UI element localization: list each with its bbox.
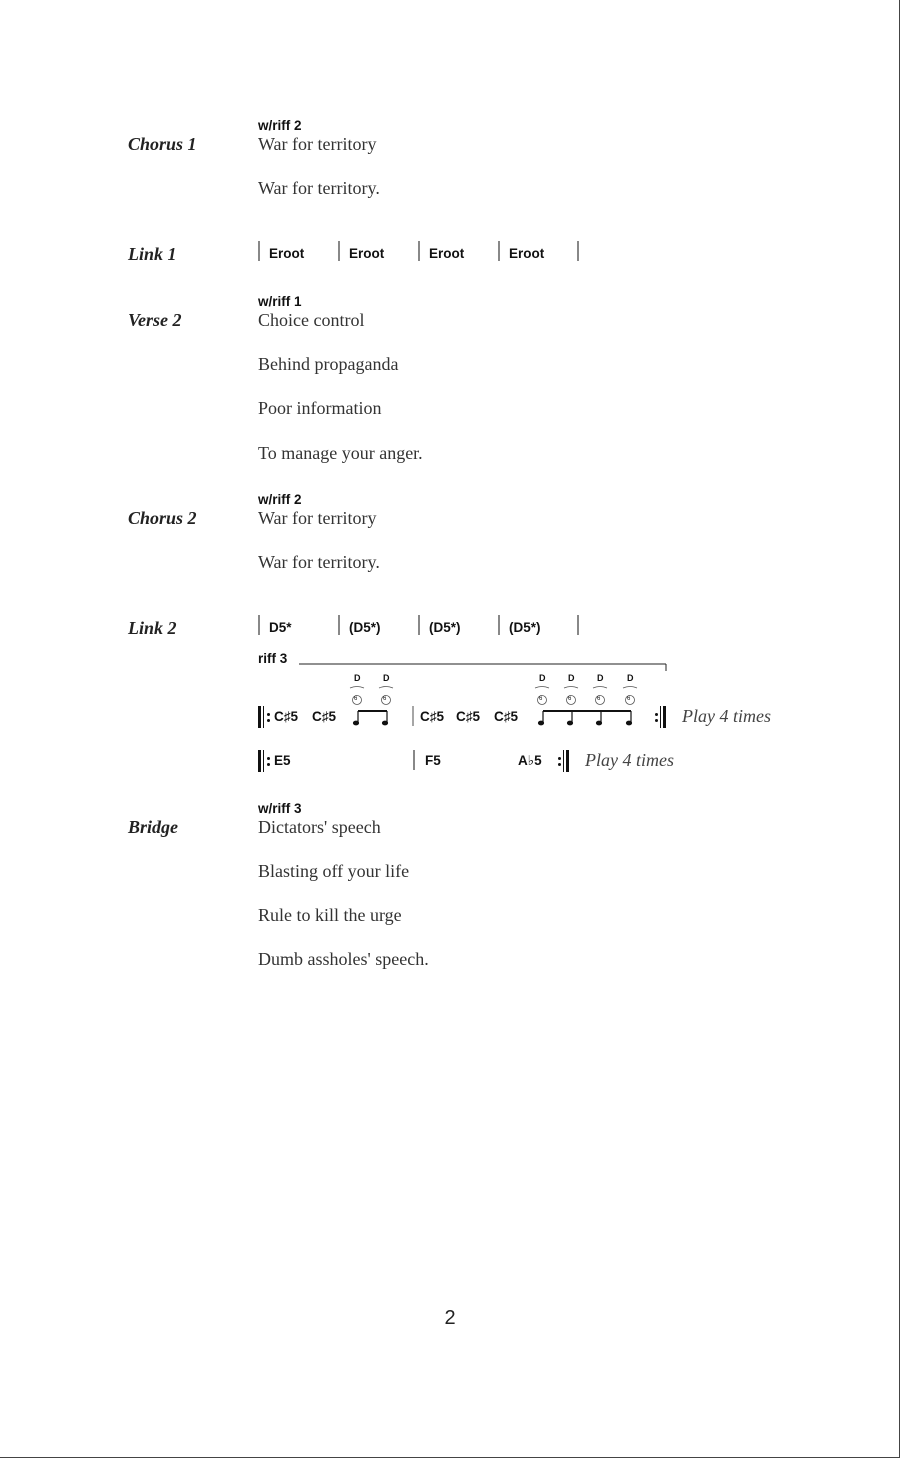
chorus1-lyric-2: War for territory. (258, 178, 380, 198)
bridge-label: Bridge (128, 817, 179, 837)
line2-chord-1: E5 (274, 753, 291, 768)
notehead-1 (354, 721, 359, 725)
string-num-6: 6 (627, 696, 631, 702)
notehead-3 (539, 721, 544, 725)
notehead-2 (383, 721, 388, 725)
chorus1-riff-cue: w/riff 2 (258, 118, 302, 133)
bridge-riff-cue: w/riff 3 (258, 801, 302, 816)
string-num-5: 6 (597, 696, 601, 702)
bridge-lyric-4: Dumb assholes' speech. (258, 949, 429, 969)
riff3-chord-1: C♯5 (274, 709, 299, 724)
string-num-1: 6 (354, 696, 358, 702)
chorus2-label: Chorus 2 (128, 508, 197, 528)
string-num-3: 6 (539, 696, 543, 702)
chorus1-lyric-1: War for territory (258, 134, 377, 154)
page-number: 2 (444, 1307, 456, 1329)
verse2-lyric-2: Behind propaganda (258, 354, 399, 374)
notehead-4 (568, 721, 573, 725)
riff3-chord-2: C♯5 (312, 709, 337, 724)
bridge-lyric-2: Blasting off your life (258, 861, 410, 881)
line2-chord-3: A♭5 (518, 753, 542, 768)
riff3-label: riff 3 (258, 651, 288, 666)
note-d-2: D (383, 673, 390, 683)
link2-label: Link 2 (128, 618, 177, 638)
note-d-3: D (539, 673, 546, 683)
note-d-4: D (568, 673, 575, 683)
riff3-chord-4: C♯5 (456, 709, 481, 724)
bridge-lyric-1: Dictators' speech (258, 817, 381, 837)
link1-chord-1: Eroot (269, 246, 305, 261)
string-num-4: 6 (568, 696, 572, 702)
notehead-5 (597, 721, 602, 725)
notehead-6 (627, 721, 632, 725)
chorus1-label: Chorus 1 (128, 134, 197, 154)
verse2-lyric-4: To manage your anger. (258, 443, 423, 463)
line2-barline-1 (413, 750, 415, 770)
note-d-5: D (597, 673, 604, 683)
link1-chord-4: Eroot (509, 246, 545, 261)
riff3-chord-5: C♯5 (494, 709, 519, 724)
chorus2-riff-cue: w/riff 2 (258, 492, 302, 507)
link1-chord-2: Eroot (349, 246, 385, 261)
bridge-lyric-3: Rule to kill the urge (258, 905, 402, 925)
verse2-lyric-1: Choice control (258, 310, 365, 330)
note-d-6: D (627, 673, 634, 683)
repeat-text-2: Play 4 times (585, 750, 674, 770)
string-num-2: 6 (383, 696, 387, 702)
link2-chord-3: (D5*) (429, 620, 461, 635)
verse2-riff-cue: w/riff 1 (258, 294, 302, 309)
link2-chord-1: D5* (269, 620, 292, 635)
verse2-label: Verse 2 (128, 310, 182, 330)
verse2-lyric-3: Poor information (258, 398, 382, 418)
chorus2-lyric-2: War for territory. (258, 552, 380, 572)
line2-chord-2: F5 (425, 753, 441, 768)
link2-chord-4: (D5*) (509, 620, 541, 635)
link1-chord-3: Eroot (429, 246, 465, 261)
repeat-text-1: Play 4 times (682, 706, 771, 726)
chorus2-lyric-1: War for territory (258, 508, 377, 528)
riff3-chord-3: C♯5 (420, 709, 445, 724)
link2-chord-2: (D5*) (349, 620, 381, 635)
note-d-1: D (354, 673, 361, 683)
link1-label: Link 1 (128, 244, 177, 264)
